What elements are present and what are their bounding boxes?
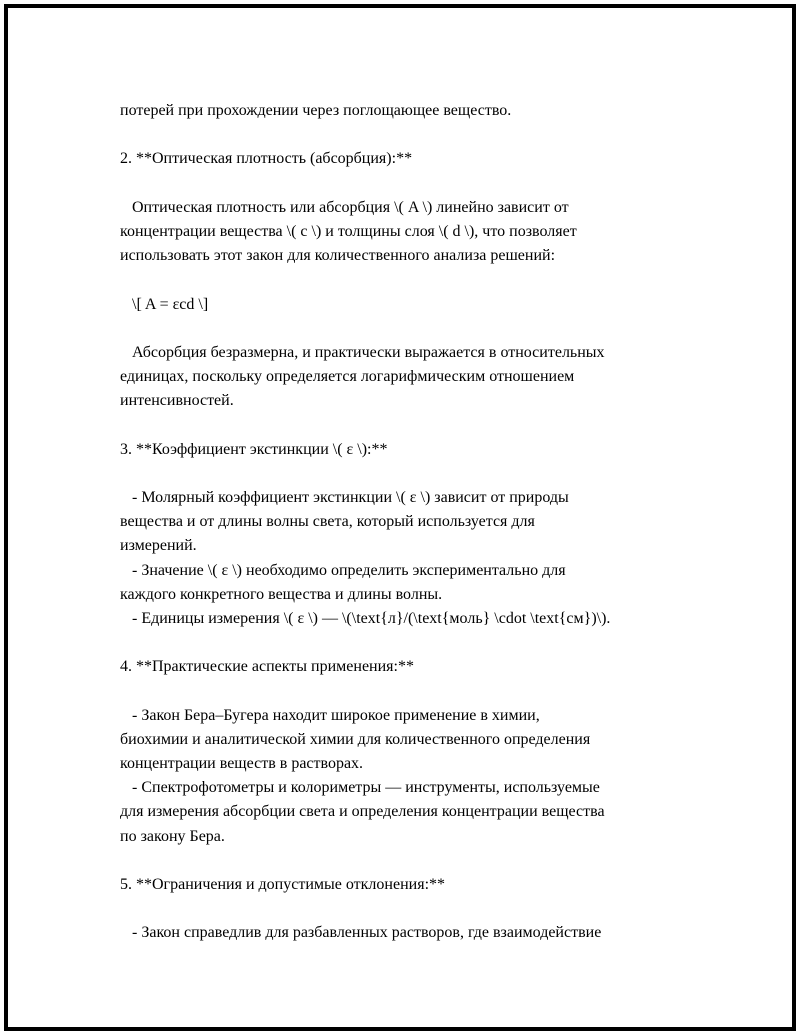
text-line: биохимии и аналитической химии для количественного определения [120, 730, 591, 748]
text-line: единицах, поскольку определяется логарифмическим отношением [120, 368, 575, 386]
text-line: 3. **Коэффициент экстинкции \( ε \):** [120, 440, 388, 458]
document-page [4, 4, 796, 1031]
text-line: интенсивностей. [120, 392, 234, 410]
blank-line [120, 172, 710, 196]
text-line: концентрации вещества \( c \) и толщины слоя \( d \), что позволяет [120, 222, 577, 240]
text-line: вещества и от длины волны света, который используется для [120, 513, 535, 531]
text-line: измерений. [120, 537, 197, 555]
blank-line [120, 849, 710, 873]
text-line: 2. **Оптическая плотность (абсорбция):** [120, 150, 413, 168]
text-line: 4. **Практические аспекты применения:** [120, 658, 414, 676]
blank-line [120, 268, 710, 292]
text-line: каждого конкретного вещества и длины волны. [120, 585, 443, 603]
text-line: - Значение \( ε \) необходимо определить экспериментально для [120, 561, 566, 579]
blank-line [120, 413, 710, 437]
blank-line [120, 123, 710, 147]
text-line: концентрации веществ в растворах. [120, 755, 364, 773]
blank-line [120, 462, 710, 486]
text-line: Оптическая плотность или абсорбция \( A \) линейно зависит от [120, 198, 569, 216]
text-line: использовать этот закон для количественного анализа решений: [120, 247, 556, 265]
text-line: для измерения абсорбции света и определения концентрации вещества [120, 803, 605, 821]
document-text [120, 99, 710, 946]
text-line: 5. **Ограничения и допустимые отклонения:** [120, 876, 446, 893]
text-line: потерей при прохождении через поглощающее вещество. [120, 102, 512, 119]
blank-line [120, 317, 710, 341]
text-line: по закону Бера. [120, 827, 225, 845]
text-line: - Спектрофотометры и колориметры — инструменты, используемые [120, 779, 600, 797]
text-line: - Молярный коэффициент экстинкции \( ε \) зависит от природы [120, 489, 569, 506]
text-line: - Закон Бера–Бугера находит широкое применение в химии, [120, 706, 540, 724]
blank-line [120, 897, 710, 921]
text-line: Абсорбция безразмерна, и практически выражается в относительных [120, 343, 605, 361]
text-line: - Закон справедлив для разбавленных растворов, где взаимодействие [120, 924, 602, 942]
text-line: - Единицы измерения \( ε \) — \(\text{л}/(\text{моль} \cdot \text{см})\). [120, 609, 611, 627]
blank-line [120, 631, 710, 655]
blank-line [120, 680, 710, 704]
text-line: \[ A = εcd \] [120, 295, 209, 313]
